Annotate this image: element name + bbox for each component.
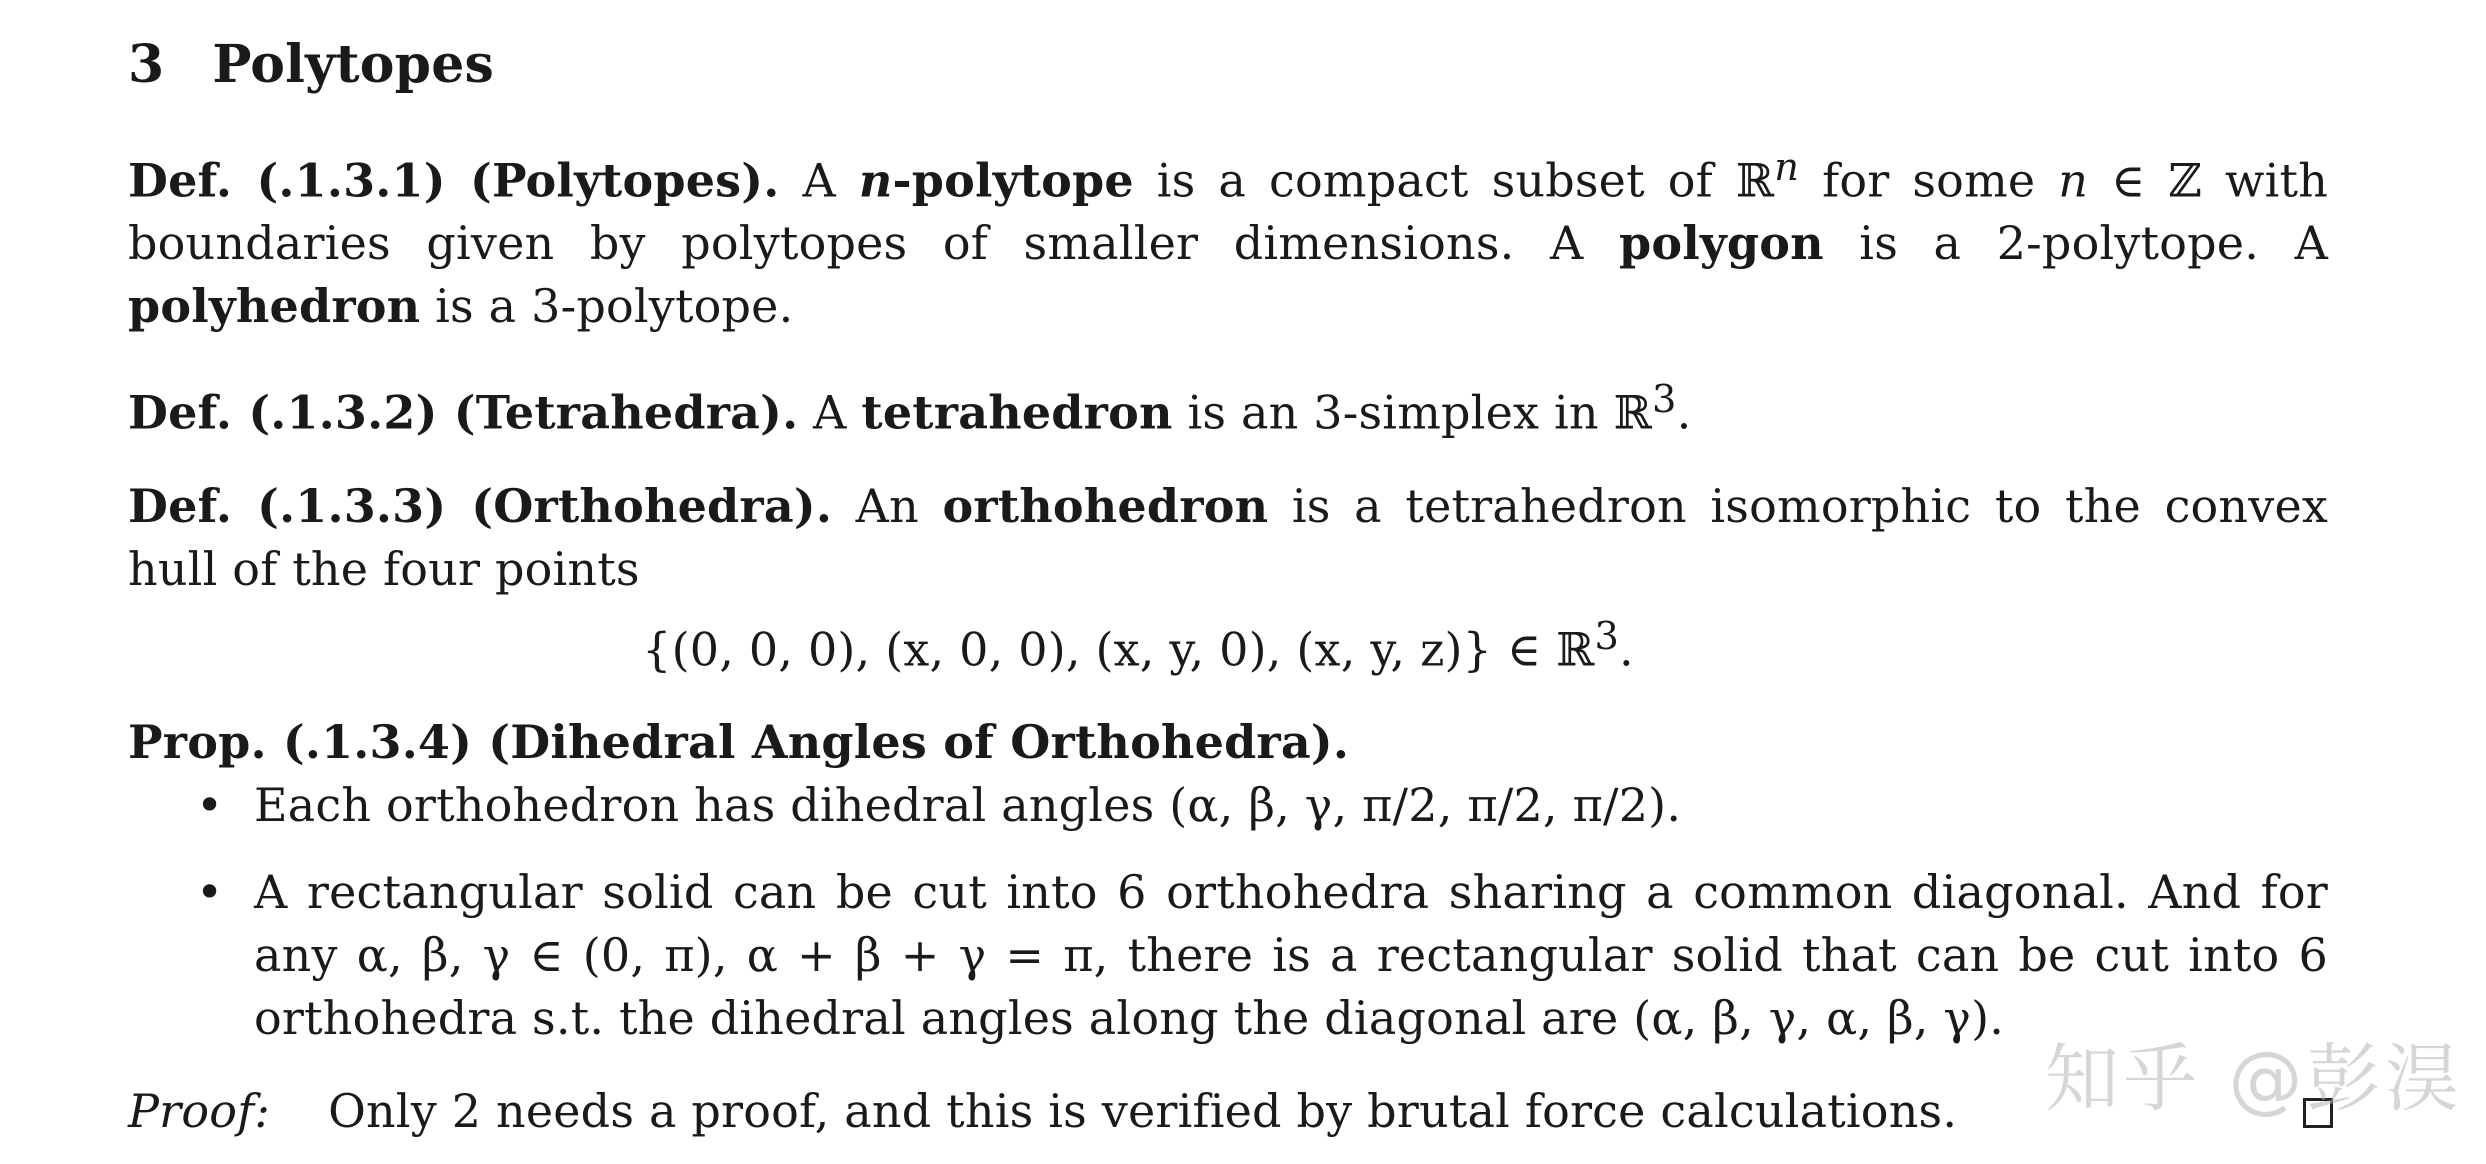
text: is a compact subset of ℝ: [1133, 153, 1775, 208]
superscript: 3: [1594, 613, 1620, 659]
definition-tetrahedra: [128, 368, 2328, 444]
math-var: n: [2058, 153, 2089, 208]
text: An: [832, 478, 943, 533]
superscript: n: [1774, 145, 1800, 190]
text: .: [1676, 385, 1692, 440]
term-orthohedron: orthohedron: [942, 478, 1269, 533]
section-title: Polytopes: [212, 34, 494, 95]
proposition-label: Prop. (.1.3.4) (Dihedral Angles of Orthohedra).: [128, 714, 1350, 769]
watermark: 知乎 @彭淏: [2045, 1036, 2463, 1122]
definition-polytopes: [128, 136, 2328, 338]
term-polyhedron: polyhedron: [128, 279, 421, 334]
list-item: • A rectangular solid can be cut into 6 orthohedra sharing a common diagonal. And for any α, β, γ ∈ (0, π), α + β + γ = π, there is a rectangular solid that can be cut into 6 orthohedra s.t. the dihedral angles along the diagonal are (α, β, γ, α, β, γ).: [254, 861, 2328, 1050]
definition-label: Def. (.1.3.2) (Tetrahedra).: [128, 385, 799, 440]
text: is a 2-polytope. A: [1823, 216, 2328, 271]
section-number: 3: [128, 34, 165, 95]
list-item: • Each orthohedron has dihedral angles (α, β, γ, π/2, π/2, π/2).: [254, 774, 2328, 837]
definition-label: Def. (.1.3.3) (Orthohedra).: [128, 478, 833, 533]
term-polygon: polygon: [1618, 216, 1824, 271]
text: A: [802, 153, 859, 208]
definition-label: Def. (.1.3.1) (Polytopes).: [128, 153, 780, 208]
term-tetrahedron: tetrahedron: [861, 385, 1173, 440]
term-text: -polytope: [892, 153, 1134, 208]
text: ∈ ℤ with boundaries given by polytopes of smaller dimensions. A: [128, 153, 2329, 271]
superscript: 3: [1651, 377, 1677, 423]
text: for some: [1799, 153, 2059, 208]
definition-orthohedra: [128, 475, 2328, 681]
section-heading: [128, 30, 2328, 100]
text: is an 3-simplex in ℝ: [1172, 385, 1652, 440]
term-n-polytope: [859, 153, 1134, 207]
text: is a tetrahedron isomorphic to the convex hull of the four points: [128, 478, 2329, 596]
display-equation: [128, 605, 2328, 681]
proposition-dihedral-angles: [128, 711, 2328, 1050]
equation-text: {(0, 0, 0), (x, 0, 0), (x, y, 0), (x, y, z)} ∈ ℝ: [642, 621, 1595, 676]
proof-text: Only 2 needs a proof, and this is verified by brutal force calculations.: [328, 1083, 1958, 1138]
text: is a 3-polytope.: [420, 279, 794, 334]
math-var: n: [858, 153, 893, 208]
text: .: [1619, 621, 1634, 676]
proposition-list: [128, 774, 2328, 1050]
paper-page: [128, 30, 2328, 1143]
proof-block: [128, 1080, 2328, 1143]
proof-label: Proof:: [128, 1083, 271, 1138]
text: A: [798, 385, 862, 440]
